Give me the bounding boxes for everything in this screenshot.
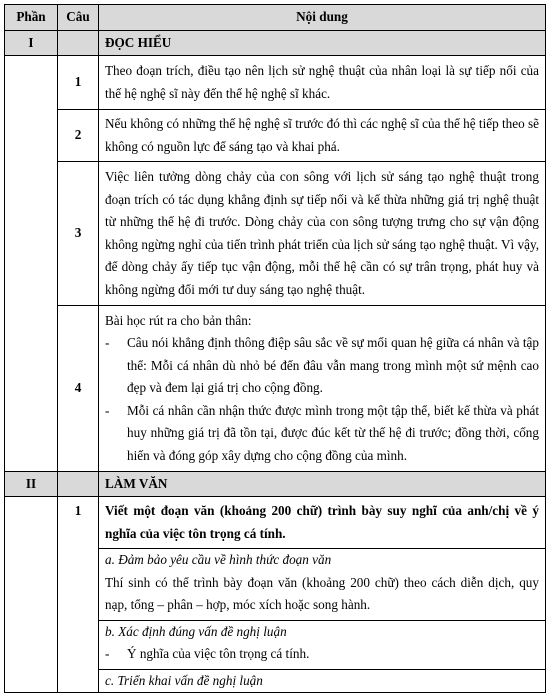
answer-text: Việc liên tưởng dòng chảy của con sông với lịch sử sáng tạo nghệ thuật trong đoạn trích có tác dụng khẳng định sự tiếp nối và kế thừa những giá trị nghệ thuật từ những thế hệ đi trước. Dòng chảy của con sông tượng trưng cho sự vận động không ngừng nghỉ của tiến trình phát triển của lịch sử sáng tạo nghệ thuật. Vì vậy, để dòng chảy ấy tiếp tục vận động, mỗi thế hệ cần có sự trân trọng, phát huy và không ngừng đổi mới tư duy sáng tạo nghệ thuật. xyxy=(99,162,546,306)
answer-key-table xyxy=(4,4,546,693)
question-number: 1 xyxy=(58,497,99,693)
dash-bullet: - xyxy=(105,646,110,661)
question-number: 4 xyxy=(58,306,99,472)
section-empty-cell xyxy=(58,31,99,56)
rubric-heading: b. Xác định đúng vấn đề nghị luận xyxy=(105,623,287,639)
table-header-row xyxy=(5,5,546,31)
essay-prompt: Viết một đoạn văn (khoảng 200 chữ) trình bày suy nghĩ của anh/chị về ý nghĩa của việc tôn trọng cá tính. xyxy=(105,503,539,541)
list-item-text: Mỗi cá nhân cần nhận thức được mình trong một tập thể, biết kế thừa và phát huy những giá trị đã tồn tại, được đúc kết từ thế hệ đi trước; đồng thời, cống hiến và đóng góp xây dựng cho cộng đồng của mình. xyxy=(127,402,539,463)
question-number: 3 xyxy=(58,162,99,306)
table-row xyxy=(5,497,546,693)
section-row-writing xyxy=(5,472,546,497)
section-title: ĐỌC HIỂU xyxy=(99,31,546,56)
list-item xyxy=(105,400,539,468)
rubric-body: Thí sinh có thể trình bày đoạn văn (khoảng 200 chữ) theo cách diễn dịch, quy nạp, tổng – phân – hợp, móc xích hoặc song hành. xyxy=(105,574,539,612)
question-number: 1 xyxy=(58,56,99,110)
answer-content xyxy=(99,306,546,472)
list-item-text: Câu nói khẳng định thông điệp sâu sắc về sự mối quan hệ giữa cá nhân và tập thể: Mỗi cá nhân dù nhỏ bé đến đâu vẫn mang trong mình một sứ mệnh cao đẹp và đem lại giá trị cho cộng đồng. xyxy=(127,335,539,396)
table-row xyxy=(5,110,546,162)
section-title: LÀM VĂN xyxy=(99,472,546,497)
rubric-part-a xyxy=(99,548,545,620)
table-row xyxy=(5,56,546,110)
rubric-part-c xyxy=(99,669,545,693)
list-item xyxy=(105,643,539,669)
header-content: Nội dung xyxy=(99,5,546,31)
section-empty-cell xyxy=(58,472,99,497)
answer-text: Theo đoạn trích, điều tạo nên lịch sử nghệ thuật của nhân loại là sự tiếp nối của thế hệ nghệ sĩ này đến thế hệ nghệ sĩ khác. xyxy=(99,56,546,110)
part-spacer-cell xyxy=(5,56,58,472)
rubric-part-b xyxy=(99,620,545,669)
rubric-heading: a. Đảm bảo yêu cầu về hình thức đoạn văn xyxy=(105,552,332,567)
section-row-reading xyxy=(5,31,546,56)
list-item xyxy=(105,332,539,400)
rubric-body: Ý nghĩa của việc tôn trọng cá tính. xyxy=(127,646,310,661)
section-part-number: II xyxy=(5,472,58,497)
section-part-number: I xyxy=(5,31,58,56)
dash-bullet: - xyxy=(105,335,110,351)
part-spacer-cell xyxy=(5,497,58,693)
answer-text: Nếu không có những thế hệ nghệ sĩ trước đó thì các nghệ sĩ của thế hệ tiếp theo sẽ không có nguồn lực để sáng tạo và khai phá. xyxy=(99,110,546,162)
answer-content xyxy=(99,497,546,693)
question-number: 2 xyxy=(58,110,99,162)
header-part: Phần xyxy=(5,5,58,31)
table-row xyxy=(5,162,546,306)
dash-bullet: - xyxy=(105,402,110,418)
header-question: Câu xyxy=(58,5,99,31)
answer-intro: Bài học rút ra cho bản thân: xyxy=(105,312,252,328)
table-row xyxy=(5,306,546,472)
rubric-heading: c. Triển khai vấn đề nghị luận xyxy=(105,672,263,688)
